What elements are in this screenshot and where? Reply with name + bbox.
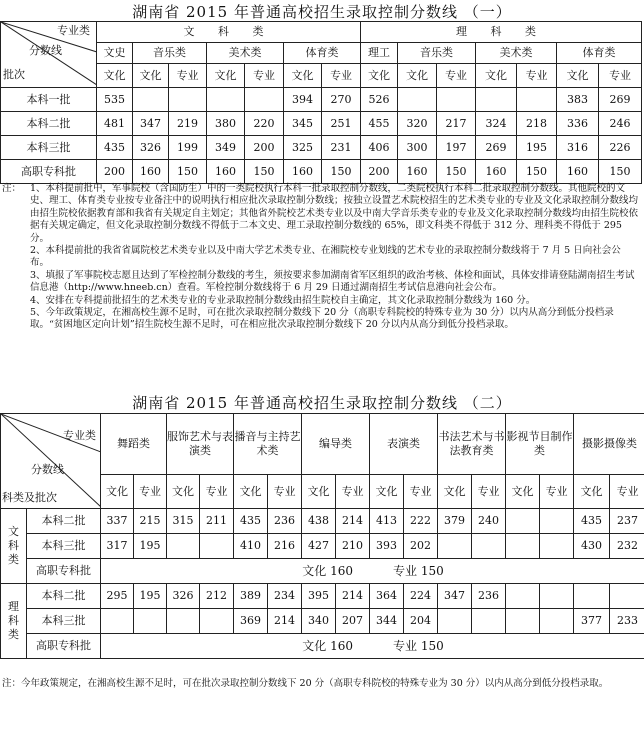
score-cell xyxy=(167,534,200,559)
score-cell xyxy=(169,88,207,112)
score-cell: 215 xyxy=(134,509,167,534)
gz-merged-scores xyxy=(101,634,644,659)
score-cell xyxy=(472,609,506,634)
sub-header-wenhua: 文化 xyxy=(133,64,169,88)
section-label: 文 科 类 xyxy=(1,509,27,584)
note-text: 2、本科提前批的我省省属院校艺术类专业以及中南大学艺术类专业、在湘院校专业划线的艺术专业的录取控制分数线将于 7 月 5 日向社会公布。 xyxy=(30,245,621,269)
score-cell xyxy=(438,609,472,634)
score-cell: 535 xyxy=(97,88,133,112)
score-cell: 269 xyxy=(599,88,642,112)
sub-header-zhuanye: 专业 xyxy=(336,475,370,509)
score-cell: 204 xyxy=(404,609,438,634)
sub-header-zhuanye: 专业 xyxy=(268,475,302,509)
score-cell xyxy=(437,88,476,112)
table-row xyxy=(1,509,644,534)
score-cell xyxy=(540,534,574,559)
score-cell xyxy=(506,584,540,609)
sub-header-zhuanye: 专业 xyxy=(599,64,642,88)
score-cell: 217 xyxy=(437,112,476,136)
score-cell: 214 xyxy=(336,584,370,609)
score-cell: 393 xyxy=(370,534,404,559)
score-cell: 219 xyxy=(169,112,207,136)
sub-header-wenhua: 文化 xyxy=(207,64,245,88)
score-table-1 xyxy=(0,21,642,184)
table2-note: 注：今年政策规定，在湘高校生源不足时，可在批次录取控制分数线下 20 分（高职专科院校的特殊专业为 30 分）以内从高分到低分投档录取。 xyxy=(2,678,609,689)
score-cell: 364 xyxy=(370,584,404,609)
batch-label: 本科一批 xyxy=(1,88,97,112)
score-cell: 160 xyxy=(284,160,322,184)
score-cell: 379 xyxy=(438,509,472,534)
category-header: 播音与主持艺术类 xyxy=(234,414,302,475)
score-cell: 395 xyxy=(302,584,336,609)
like-header: 理 科 类 xyxy=(361,22,642,43)
score-cell: 316 xyxy=(557,136,599,160)
score-cell: 369 xyxy=(234,609,268,634)
score-cell: 150 xyxy=(517,160,557,184)
note-item xyxy=(2,295,638,307)
corner-label-major: 专业类 xyxy=(63,429,96,442)
category-header: 摄影摄像类 xyxy=(574,414,644,475)
score-cell xyxy=(506,509,540,534)
group-header: 体育类 xyxy=(557,43,642,64)
table2-title: 湖南省 2015 年普通高校招生录取控制分数线 （二） xyxy=(132,394,512,412)
gz-zhuanye: 专业 150 xyxy=(393,638,444,653)
score-cell: 150 xyxy=(437,160,476,184)
score-cell: 246 xyxy=(599,112,642,136)
batch-label: 本科二批 xyxy=(27,584,101,609)
score-cell: 435 xyxy=(234,509,268,534)
group-header: 音乐类 xyxy=(398,43,476,64)
score-cell: 526 xyxy=(361,88,398,112)
batch-label: 本科三批 xyxy=(27,534,101,559)
score-cell: 345 xyxy=(284,112,322,136)
score-cell: 389 xyxy=(234,584,268,609)
note-text: 1、本科提前批中，军事院校（含国防生）中的一类院校执行本科一批录取控制分数线，二类院校执行本科二批录取控制分数线。其他院校的文史、理工、体育类专业按专业备注中的说明执行相应批次录取控制分数线；按独立设置艺术院校招生的艺术类专业的专业及文化录取控制分数线均由招生院校依据教育部和我省有关规定自主划定；其他省外院校艺术类专业以及中南大学音乐类专业的专业及文化录取控制分数线均由招生院校依据有关规定确定，但文化录取控制分数线不得低于二本文史、理工录取控制分数线的 65%，即文科类不得低于 312 分、理科类不得低于 295 分。 xyxy=(30,183,639,244)
score-cell xyxy=(134,609,167,634)
score-cell: 160 xyxy=(557,160,599,184)
batch-label: 高职专科批 xyxy=(27,634,101,659)
score-cell: 430 xyxy=(574,534,610,559)
score-cell: 435 xyxy=(574,509,610,534)
sub-header-wenhua: 文化 xyxy=(97,64,133,88)
score-cell: 269 xyxy=(476,136,517,160)
score-cell: 240 xyxy=(472,509,506,534)
group-header: 理工 xyxy=(361,43,398,64)
sub-header-wenhua: 文化 xyxy=(101,475,134,509)
note-item xyxy=(2,245,638,270)
table-row xyxy=(1,88,642,112)
score-cell: 200 xyxy=(245,136,284,160)
table1-corner-header xyxy=(1,22,97,88)
table-row xyxy=(1,584,644,609)
sub-header-wenhua: 文化 xyxy=(284,64,322,88)
note-text: 4、安排在专科提前批招生的艺术类专业的专业录取控制分数线由招生院校自主确定，其文化录取控制分数线为 160 分。 xyxy=(30,294,536,306)
batch-label: 高职专科批 xyxy=(27,559,101,584)
score-cell: 347 xyxy=(133,112,169,136)
sub-header-zhuanye: 专业 xyxy=(610,475,644,509)
score-cell: 160 xyxy=(476,160,517,184)
sub-header-zhuanye: 专业 xyxy=(169,64,207,88)
sub-header-wenhua: 文化 xyxy=(167,475,200,509)
score-cell xyxy=(517,88,557,112)
score-cell xyxy=(506,609,540,634)
score-cell: 231 xyxy=(322,136,361,160)
score-cell: 413 xyxy=(370,509,404,534)
sub-header-zhuanye: 专业 xyxy=(245,64,284,88)
sub-header-zhuanye: 专业 xyxy=(134,475,167,509)
score-cell: 195 xyxy=(134,534,167,559)
score-cell: 222 xyxy=(404,509,438,534)
score-cell xyxy=(506,534,540,559)
score-cell: 406 xyxy=(361,136,398,160)
score-cell xyxy=(574,584,610,609)
score-cell: 214 xyxy=(268,609,302,634)
score-cell: 344 xyxy=(370,609,404,634)
batch-label: 本科二批 xyxy=(27,509,101,534)
score-cell: 150 xyxy=(245,160,284,184)
corner-label-batch: 科类及批次 xyxy=(2,491,57,504)
table1-title: 湖南省 2015 年普通高校招生录取控制分数线 （一） xyxy=(132,3,512,21)
score-cell xyxy=(207,88,245,112)
gz-wenhua: 文化 160 xyxy=(302,638,353,653)
score-cell: 427 xyxy=(302,534,336,559)
score-cell xyxy=(540,509,574,534)
category-header: 舞蹈类 xyxy=(101,414,167,475)
category-header: 影视节目制作类 xyxy=(506,414,574,475)
category-header: 服饰艺术与表演类 xyxy=(167,414,234,475)
batch-label: 本科三批 xyxy=(27,609,101,634)
table2-corner-header xyxy=(1,414,101,509)
section-label: 理 科 类 xyxy=(1,584,27,659)
score-cell: 236 xyxy=(268,509,302,534)
score-cell: 336 xyxy=(557,112,599,136)
score-cell xyxy=(200,534,234,559)
score-cell: 211 xyxy=(200,509,234,534)
score-cell: 325 xyxy=(284,136,322,160)
sub-header-zhuanye: 专业 xyxy=(437,64,476,88)
score-cell xyxy=(540,584,574,609)
score-cell: 237 xyxy=(610,509,644,534)
score-cell: 270 xyxy=(322,88,361,112)
sub-header-wenhua: 文化 xyxy=(476,64,517,88)
score-cell: 195 xyxy=(134,584,167,609)
score-cell: 300 xyxy=(398,136,437,160)
score-cell: 224 xyxy=(404,584,438,609)
batch-label: 本科二批 xyxy=(1,112,97,136)
batch-label: 本科三批 xyxy=(1,136,97,160)
category-header: 编导类 xyxy=(302,414,370,475)
score-cell xyxy=(438,534,472,559)
score-cell: 438 xyxy=(302,509,336,534)
score-cell: 199 xyxy=(169,136,207,160)
table-row xyxy=(1,534,644,559)
gz-merged-scores xyxy=(101,559,644,584)
score-cell xyxy=(167,609,200,634)
score-cell xyxy=(133,88,169,112)
corner-label-score: 分数线 xyxy=(29,44,62,57)
score-cell: 380 xyxy=(207,112,245,136)
score-cell: 232 xyxy=(610,534,644,559)
table-row xyxy=(1,136,642,160)
score-cell: 320 xyxy=(398,112,437,136)
score-cell xyxy=(245,88,284,112)
score-cell: 324 xyxy=(476,112,517,136)
score-cell: 150 xyxy=(169,160,207,184)
group-header: 美术类 xyxy=(207,43,284,64)
corner-label-score: 分数线 xyxy=(31,463,64,476)
score-cell xyxy=(398,88,437,112)
score-cell: 251 xyxy=(322,112,361,136)
sub-header-wenhua: 文化 xyxy=(370,475,404,509)
score-cell xyxy=(476,88,517,112)
note-text: 3、填报了军事院校志愿且达到了军检控制分数线的考生，须按要求参加湖南省军区组织的政治考核、体检和面试，具体安排请登陆湖南招生考试信息港（http://www.hneeb.cn）查看。军检控制分数线将于 6 月 29 日通过湖南招生考试信息港向社会公布。 xyxy=(30,269,635,294)
sub-header-wenhua: 文化 xyxy=(557,64,599,88)
score-cell: 160 xyxy=(133,160,169,184)
score-cell: 326 xyxy=(167,584,200,609)
score-cell: 210 xyxy=(336,534,370,559)
score-cell: 383 xyxy=(557,88,599,112)
score-cell: 349 xyxy=(207,136,245,160)
score-cell: 220 xyxy=(245,112,284,136)
score-cell: 410 xyxy=(234,534,268,559)
group-header: 音乐类 xyxy=(133,43,207,64)
score-cell: 150 xyxy=(599,160,642,184)
sub-header-zhuanye: 专业 xyxy=(540,475,574,509)
score-cell: 197 xyxy=(437,136,476,160)
score-cell: 212 xyxy=(200,584,234,609)
score-cell xyxy=(610,584,644,609)
score-cell xyxy=(472,534,506,559)
score-cell: 216 xyxy=(268,534,302,559)
score-cell: 315 xyxy=(167,509,200,534)
note-item xyxy=(2,183,638,245)
score-cell: 226 xyxy=(599,136,642,160)
sub-header-wenhua: 文化 xyxy=(438,475,472,509)
sub-header-zhuanye: 专业 xyxy=(322,64,361,88)
note-item xyxy=(2,307,638,332)
sub-header-wenhua: 文化 xyxy=(302,475,336,509)
score-cell: 455 xyxy=(361,112,398,136)
sub-header-wenhua: 文化 xyxy=(506,475,540,509)
score-cell: 160 xyxy=(398,160,437,184)
table-row xyxy=(1,634,644,659)
score-cell xyxy=(200,609,234,634)
score-cell: 340 xyxy=(302,609,336,634)
batch-label: 高职专科批 xyxy=(1,160,97,184)
category-header: 表演类 xyxy=(370,414,438,475)
group-header: 美术类 xyxy=(476,43,557,64)
score-cell xyxy=(540,609,574,634)
score-cell: 202 xyxy=(404,534,438,559)
score-cell: 481 xyxy=(97,112,133,136)
note-item xyxy=(2,270,638,295)
score-cell: 160 xyxy=(207,160,245,184)
gz-wenhua: 文化 160 xyxy=(302,563,353,578)
score-table-2 xyxy=(0,413,644,659)
table-row xyxy=(1,112,642,136)
sub-header-wenhua: 文化 xyxy=(574,475,610,509)
score-cell: 394 xyxy=(284,88,322,112)
group-header: 文史 xyxy=(97,43,133,64)
table-row xyxy=(1,559,644,584)
table-row xyxy=(1,609,644,634)
gz-zhuanye: 专业 150 xyxy=(393,563,444,578)
sub-header-wenhua: 文化 xyxy=(361,64,398,88)
corner-label-batch: 批次 xyxy=(3,68,25,81)
category-header: 书法艺术与书法教育类 xyxy=(438,414,506,475)
score-cell: 347 xyxy=(438,584,472,609)
score-cell: 207 xyxy=(336,609,370,634)
sub-header-zhuanye: 专业 xyxy=(404,475,438,509)
score-cell: 234 xyxy=(268,584,302,609)
score-cell: 200 xyxy=(361,160,398,184)
score-cell xyxy=(101,609,134,634)
sub-header-zhuanye: 专业 xyxy=(200,475,234,509)
table-row xyxy=(1,160,642,184)
score-cell: 200 xyxy=(97,160,133,184)
score-cell: 233 xyxy=(610,609,644,634)
score-cell: 195 xyxy=(517,136,557,160)
score-cell: 218 xyxy=(517,112,557,136)
wenke-header: 文 科 类 xyxy=(97,22,361,43)
score-cell: 377 xyxy=(574,609,610,634)
sub-header-zhuanye: 专业 xyxy=(517,64,557,88)
note-text: 5、今年政策规定，在湘高校生源不足时，可在批次录取控制分数线下 20 分（高职专科院校的特殊专业为 30 分）以内从高分到低分投档录取。“贫困地区定向计划”招生院校生源不足时，可在相应批次录取控制分数线下 20 分以内从高分到低分投档录取。 xyxy=(30,307,614,331)
table1-notes xyxy=(2,183,638,332)
sub-header-zhuanye: 专业 xyxy=(472,475,506,509)
sub-header-wenhua: 文化 xyxy=(234,475,268,509)
score-cell: 295 xyxy=(101,584,134,609)
score-cell: 337 xyxy=(101,509,134,534)
score-cell: 326 xyxy=(133,136,169,160)
score-cell: 317 xyxy=(101,534,134,559)
sub-header-wenhua: 文化 xyxy=(398,64,437,88)
score-cell: 435 xyxy=(97,136,133,160)
score-cell: 150 xyxy=(322,160,361,184)
corner-label-major: 专业类 xyxy=(57,24,90,37)
score-cell: 236 xyxy=(472,584,506,609)
notes-lead: 注： xyxy=(2,183,22,194)
group-header: 体育类 xyxy=(284,43,361,64)
score-cell: 214 xyxy=(336,509,370,534)
